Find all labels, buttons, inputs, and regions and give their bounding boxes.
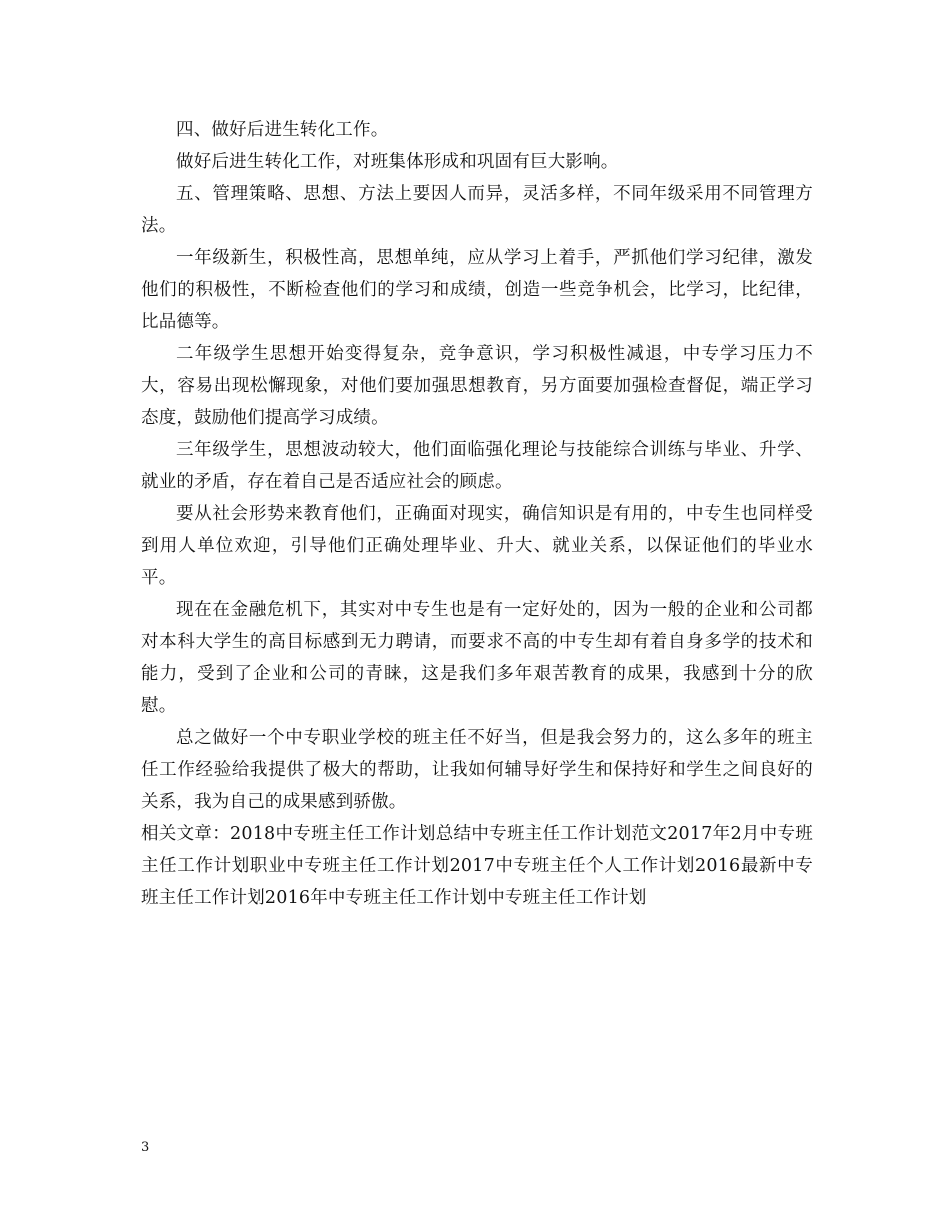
paragraph-financial-crisis: 现在在金融危机下，其实对中专生也是有一定好处的，因为一般的企业和公司都对本科大学生的高目标感到无力聘请，而要求不高的中专生却有着自身多学的技术和能力，受到了企业和公司的青睐，这是我们多年艰苦教育的成果，我感到十分的欣慰。 — [141, 600, 813, 716]
paragraph-section-five-heading: 五、管理策略、思想、方法上要因人而异，灵活多样，不同年级采用不同管理方法。 — [141, 184, 813, 236]
paragraph-section-four-heading: 四、做好后进生转化工作。 — [176, 120, 389, 140]
paragraph-first-year: 一年级新生，积极性高，思想单纯，应从学习上着手，严抓他们学习纪律，激发他们的积极性，不断检查他们的学习和成绩，创造一些竞争机会，比学习，比纪律，比品德等。 — [141, 248, 813, 332]
paragraph-conclusion: 总之做好一个中专职业学校的班主任不好当，但是我会努力的，这么多年的班主任工作经验给我提供了极大的帮助，让我如何辅导好学生和保持好和学生之间良好的关系，我为自己的成果感到骄傲。 — [141, 728, 813, 812]
related-articles: 相关文章：2018中专班主任工作计划总结中专班主任工作计划范文2017年2月中专班主任工作计划职业中专班主任工作计划2017中专班主任个人工作计划2016最新中专班主任工作计划2016年中专班主任工作计划中专班主任工作计划 — [141, 824, 813, 908]
document-body — [141, 114, 813, 914]
paragraph-third-year: 三年级学生，思想波动较大，他们面临强化理论与技能综合训练与毕业、升学、就业的矛盾，存在着自己是否适应社会的顾虑。 — [141, 440, 813, 492]
page-number: 3 — [141, 1140, 150, 1155]
paragraph-second-year: 二年级学生思想开始变得复杂，竞争意识，学习积极性减退，中专学习压力不大，容易出现松懈现象，对他们要加强思想教育，另方面要加强检查督促，端正学习态度，鼓励他们提高学习成绩。 — [141, 344, 813, 428]
paragraph-social-situation: 要从社会形势来教育他们，正确面对现实，确信知识是有用的，中专生也同样受到用人单位欢迎，引导他们正确处理毕业、升大、就业关系，以保证他们的毕业水平。 — [141, 504, 813, 588]
paragraph-section-four-body: 做好后进生转化工作，对班集体形成和巩固有巨大影响。 — [176, 152, 619, 172]
